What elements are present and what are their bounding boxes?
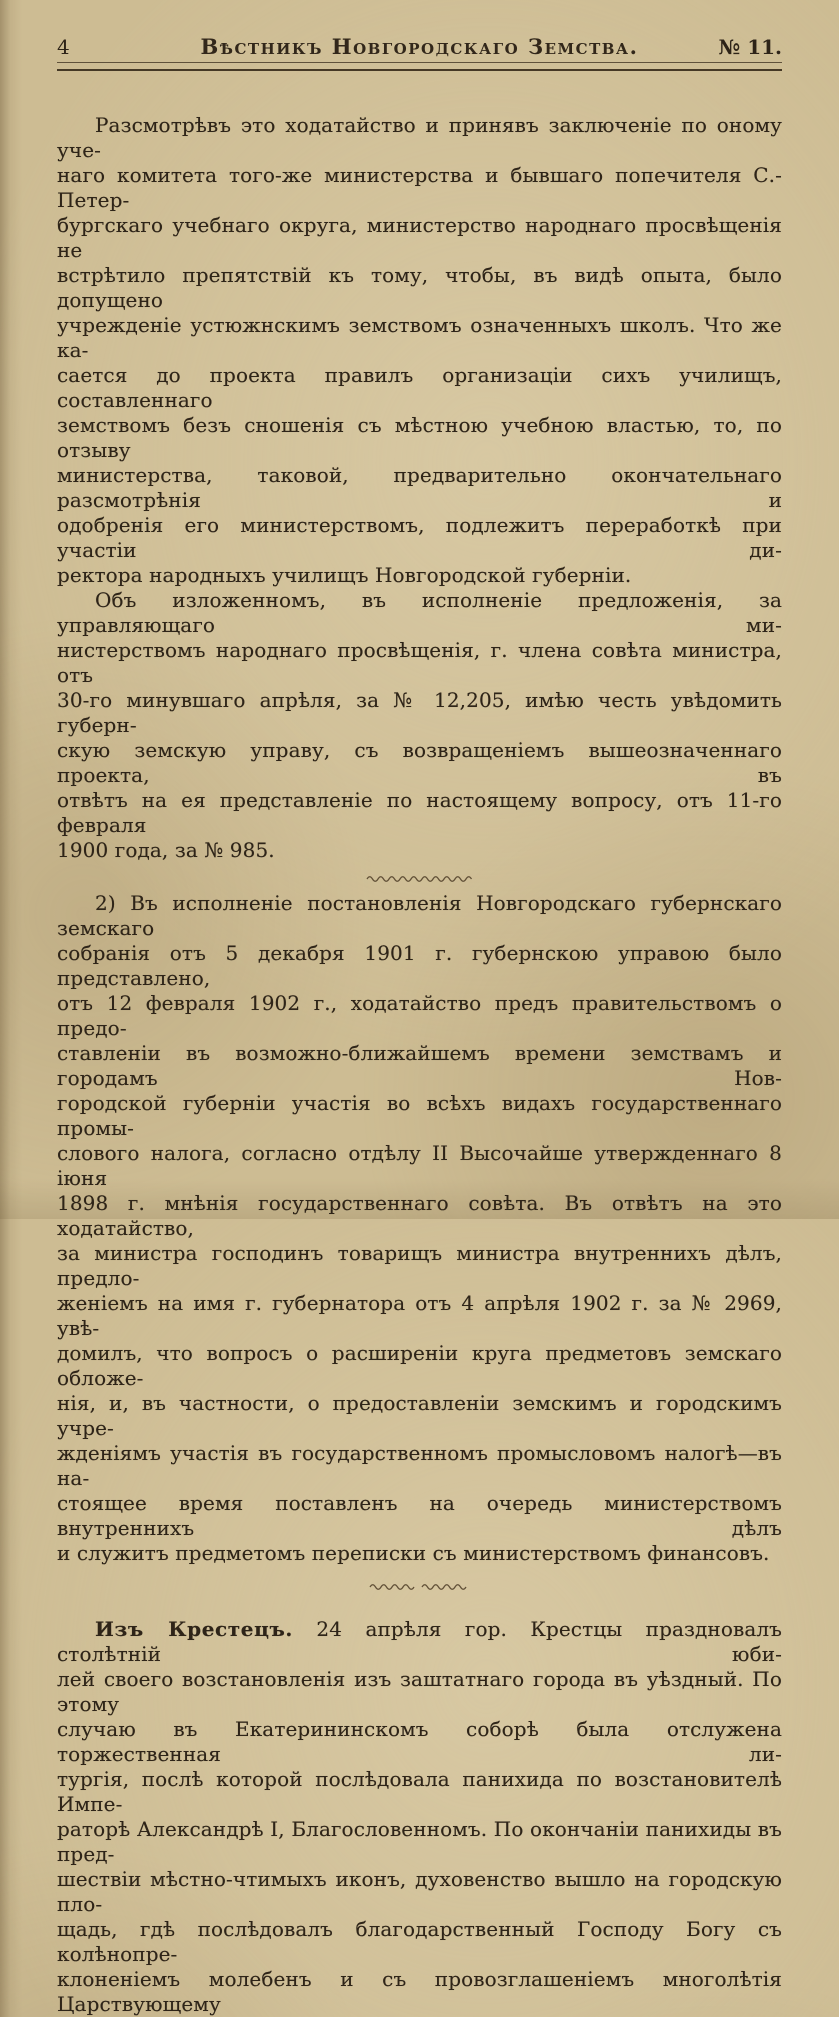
paragraph-krestets xyxy=(57,1617,782,2017)
text-line: Разсмотрѣвъ это ходатайство и принявъ заключеніе по оному уче- xyxy=(57,113,782,162)
header-rule xyxy=(57,62,782,71)
text-line: лей своего возстановленія изъ заштатнаго города въ уѣздный. По этому xyxy=(57,1667,782,1716)
text-line: министерства, таковой, предварительно окончательнаго разсмотрѣнія и xyxy=(57,463,782,512)
text-line: шествіи мѣстно-чтимыхъ иконъ, духовенство вышло на городскую пло- xyxy=(57,1867,782,1916)
text-line: тургія, послѣ которой послѣдовала панихида по возстановителѣ Импе- xyxy=(57,1767,782,1816)
text-line: домилъ, что вопросъ о расширеніи круга предметовъ земскаго обложе- xyxy=(57,1341,782,1390)
text-line: наго комитета того-же министерства и бывшаго попечителя С.-Петер- xyxy=(57,163,782,212)
text-line: собранія отъ 5 декабря 1901 г. губернскою управою было представлено, xyxy=(57,941,782,990)
text-line: скую земскую управу, съ возвращеніемъ вышеозначеннаго проекта, въ xyxy=(57,738,782,787)
text-line: ставленіи въ возможно-ближайшемъ времени земствамъ и городамъ Нов- xyxy=(57,1041,782,1090)
text-line: и служитъ предметомъ переписки съ министерствомъ финансовъ. xyxy=(57,1541,770,1565)
text-line: учрежденіе устюжнскимъ земствомъ означенныхъ школъ. Что же ка- xyxy=(57,313,782,362)
text-line xyxy=(57,1617,782,1667)
text-line: отъ 12 февраля 1902 г., ходатайство предъ правительствомъ о предо- xyxy=(57,991,782,1040)
text-line: земствомъ безъ сношенія съ мѣстною учебною властью, то, по отзыву xyxy=(57,413,782,462)
text-line: стоящее время поставленъ на очередь министерствомъ внутреннихъ дѣлъ xyxy=(57,1491,782,1540)
text-line: сается до проекта правилъ организаціи сихъ училищъ, составленнаго xyxy=(57,363,782,412)
text-line: раторѣ Александрѣ I, Благословенномъ. По окончаніи панихиды въ пред- xyxy=(57,1817,782,1866)
krestets-lines xyxy=(57,1667,782,2017)
wavy-divider-icon xyxy=(365,868,475,887)
text-line: женіемъ на имя г. губернатора отъ 4 апрѣля 1902 г. за № 2969, увѣ- xyxy=(57,1291,782,1340)
section-divider xyxy=(57,874,782,883)
text-line: одобренія его министерствомъ, подлежитъ переработкѣ при участіи ди- xyxy=(57,513,782,562)
krestets-first-line-rest: 24 апрѣля гор. Крестцы праздновалъ столѣтній юби- xyxy=(57,1617,783,1666)
text-line: щадь, гдѣ послѣдовалъ благодарственный Господу Богу съ колѣнопре- xyxy=(57,1917,782,1966)
text-line: нистерствомъ народнаго просвѣщенія, г. члена совѣта министра, отъ xyxy=(57,638,782,687)
paragraph-3 xyxy=(57,891,782,1566)
text-line: 1900 года, за № 985. xyxy=(57,838,275,862)
journal-title: Вѣстникъ Новгородскаго Земства. xyxy=(200,34,639,59)
body-text xyxy=(57,113,782,2017)
text-line: Объ изложенномъ, въ исполненіе предложенія, за управляющаго ми- xyxy=(57,588,782,637)
text-line: встрѣтило препятствій къ тому, чтобы, въ видѣ опыта, было допущено xyxy=(57,263,782,312)
text-line: жденіямъ участія въ государственномъ промысловомъ налогѣ—въ на- xyxy=(57,1441,782,1490)
text-line: 1898 г. мнѣнія государственнаго совѣта. Въ отвѣтъ на это ходатайство, xyxy=(57,1191,782,1240)
issue-number: № 11. xyxy=(718,35,782,59)
text-line: отвѣтъ на ея представленіе по настоящему вопросу, отъ 11-го февраля xyxy=(57,788,782,837)
paragraph-2 xyxy=(57,588,782,863)
spacer xyxy=(57,1605,782,1617)
text-line: бургскаго учебнаго округа, министерство народнаго просвѣщенія не xyxy=(57,213,782,262)
text-line: городской губерніи участія во всѣхъ видахъ государственнаго промы- xyxy=(57,1091,782,1140)
text-line: за министра господинъ товарищъ министра внутреннихъ дѣлъ, предло- xyxy=(57,1241,782,1290)
text-line: случаю въ Екатерининскомъ соборѣ была отслужена торжественная ли- xyxy=(57,1717,782,1766)
spacer xyxy=(57,71,782,91)
krestets-dateline: Изъ Крестецъ. xyxy=(95,1617,293,1641)
paragraph-1 xyxy=(57,113,782,588)
section-divider xyxy=(57,1582,782,1591)
running-head xyxy=(57,34,782,59)
text-line: ректора народныхъ училищъ Новгородской губерніи. xyxy=(57,563,632,587)
page-number: 4 xyxy=(57,35,70,59)
text-line: 30-го минувшаго апрѣля, за № 12,205, имѣю честь увѣдомить губерн- xyxy=(57,688,782,737)
wavy-divider-icon xyxy=(368,1576,472,1595)
text-line: нія, и, въ частности, о предоставленіи земскимъ и городскимъ учре- xyxy=(57,1391,782,1440)
text-line: 2) Въ исполненіе постановленія Новгородскаго губернскаго земскаго xyxy=(57,891,782,940)
text-line: клоненіемъ молебенъ и съ провозглашеніемъ многолѣтія Царствующему xyxy=(57,1967,782,2016)
text-line: слового налога, согласно отдѣлу II Высочайше утвержденнаго 8 іюня xyxy=(57,1141,782,1190)
